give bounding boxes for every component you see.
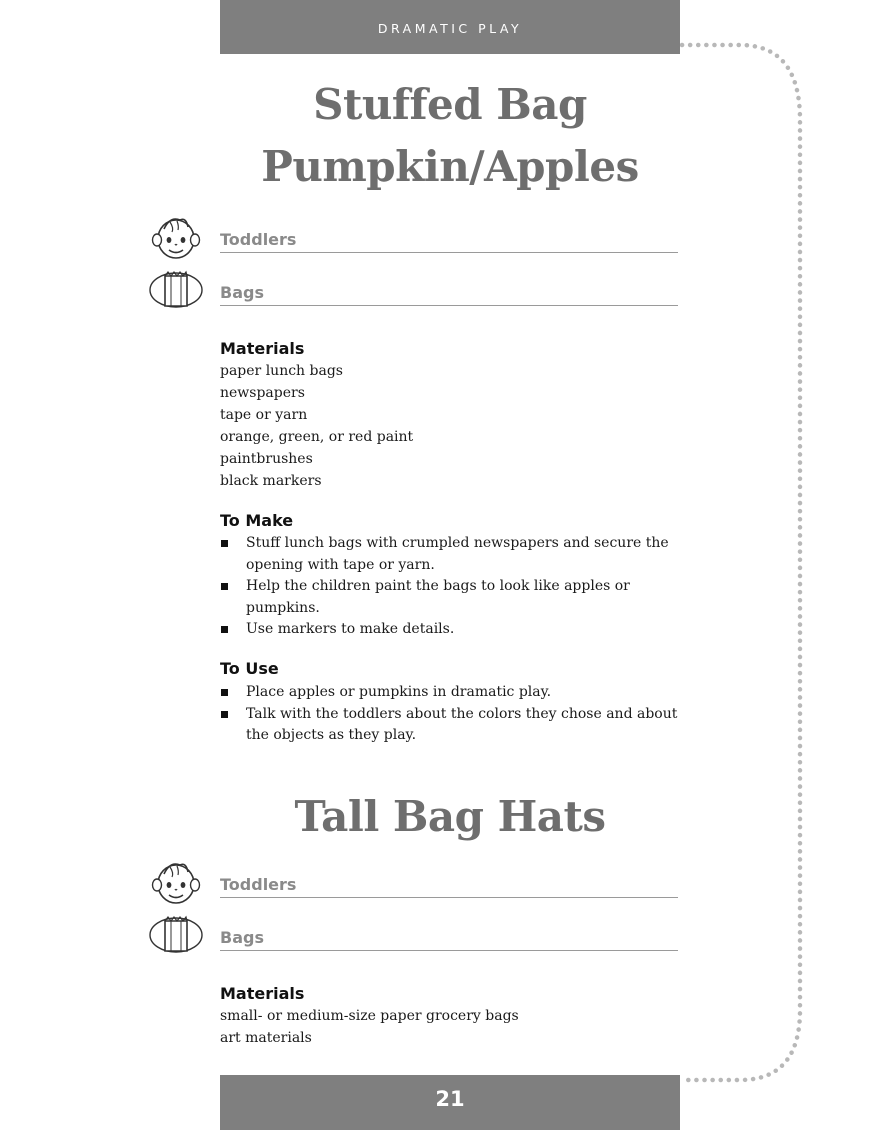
page-number: 21 <box>435 1087 465 1111</box>
to-make-heading: To Make <box>220 511 294 530</box>
list-item: tape or yarn <box>220 407 308 423</box>
bullet-square-icon <box>221 583 228 590</box>
list-item <box>220 704 680 747</box>
material-row <box>220 924 678 951</box>
list-item <box>220 533 680 576</box>
list-item-text: Help the children paint the bags to look like apples or pumpkins. <box>246 578 630 616</box>
list-item-text: Place apples or pumpkins in dramatic play. <box>246 684 552 700</box>
bullet-square-icon <box>221 711 228 718</box>
age-row <box>220 226 678 253</box>
to-use-heading: To Use <box>220 659 279 678</box>
bullet-square-icon <box>221 689 228 696</box>
list-item: paintbrushes <box>220 451 313 467</box>
bullet-square-icon <box>221 540 228 547</box>
list-item-text: Stuff lunch bags with crumpled newspapers and secure the opening with tape or yarn. <box>246 535 669 573</box>
material-row <box>220 279 678 306</box>
list-item <box>220 576 680 619</box>
materials-list <box>220 360 413 492</box>
list-item-text: Talk with the toddlers about the colors they chose and about the objects as they play. <box>246 705 678 743</box>
age-label: Toddlers <box>220 875 297 894</box>
activity-1-title-line-1: Stuffed Bag <box>313 80 587 129</box>
running-title: DRAMATIC PLAY <box>377 21 523 36</box>
list-item: orange, green, or red paint <box>220 429 414 445</box>
list-item: art materials <box>220 1030 312 1046</box>
materials-heading: Materials <box>220 984 305 1003</box>
paper-bag-icon <box>148 913 204 955</box>
list-item: black markers <box>220 473 322 489</box>
to-use-list <box>220 682 680 747</box>
list-item: newspapers <box>220 385 305 401</box>
bullet-square-icon <box>221 626 228 633</box>
toddler-face-icon <box>148 212 204 262</box>
materials-list <box>220 1005 519 1049</box>
page-footer <box>220 1075 680 1130</box>
toddler-face-icon <box>148 857 204 907</box>
to-make-list <box>220 533 680 641</box>
list-item <box>220 682 680 704</box>
running-header <box>220 0 680 54</box>
list-item: small- or medium-size paper grocery bags <box>220 1008 519 1024</box>
age-row <box>220 871 678 898</box>
activity-1-title-line-2: Pumpkin/Apples <box>261 142 639 191</box>
paper-bag-icon <box>148 268 204 310</box>
list-item: paper lunch bags <box>220 363 343 379</box>
age-label: Toddlers <box>220 230 297 249</box>
material-label: Bags <box>220 928 264 947</box>
list-item <box>220 619 680 641</box>
materials-heading: Materials <box>220 339 305 358</box>
material-label: Bags <box>220 283 264 302</box>
activity-2-title: Tall Bag Hats <box>294 792 606 841</box>
list-item-text: Use markers to make details. <box>246 621 455 637</box>
